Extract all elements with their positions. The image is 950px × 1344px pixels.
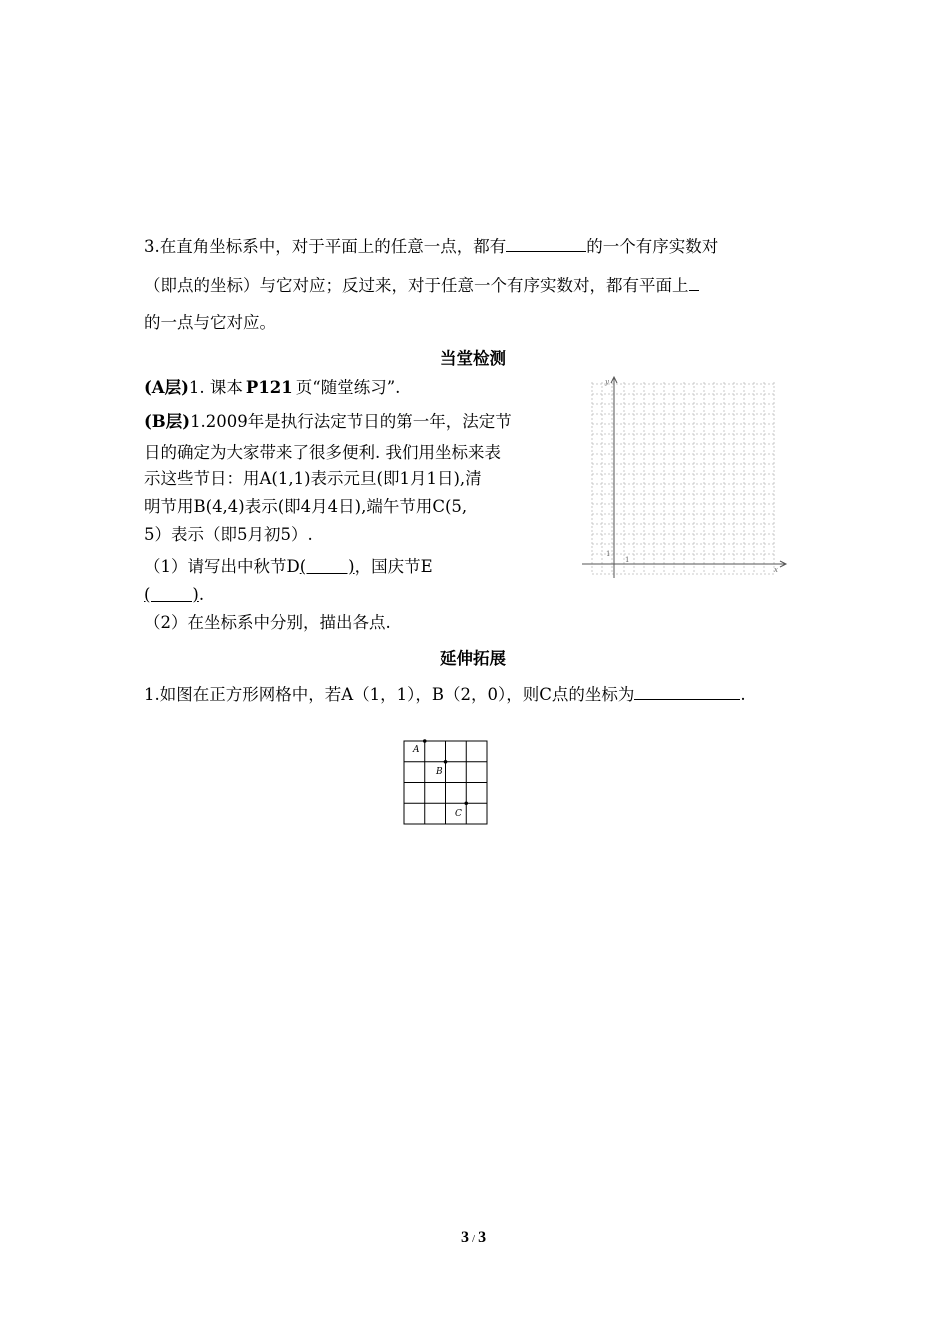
- extend-q1-text: 1.如图在正方形网格中，若A（1，1），B（2，0），则C点的坐标为: [144, 685, 635, 704]
- q3-line3: 的一点与它对应。: [144, 313, 276, 332]
- page-number: [461, 1229, 486, 1247]
- extend-q1: [144, 682, 746, 705]
- a-layer-line: [144, 378, 400, 398]
- sub1-end: .: [198, 585, 205, 604]
- y-axis-label: y: [605, 378, 609, 386]
- national-day-answer-blank[interactable]: ( ): [144, 585, 199, 604]
- unit-label-x: 1: [625, 556, 630, 564]
- a-layer-text-b: 页“随堂练习”.: [295, 378, 401, 397]
- b-layer-line3: 示这些节日：用A(1,1)表示元旦(即1月1日),清: [144, 469, 482, 488]
- a-layer-page-ref: P121: [245, 378, 293, 397]
- section-title-extend: 延伸拓展: [440, 649, 506, 668]
- point-c-answer-blank[interactable]: [634, 682, 740, 700]
- coordinate-grid-figure[interactable]: [578, 372, 793, 582]
- label-c: C: [455, 809, 462, 819]
- q3-line2: [144, 273, 699, 296]
- point-c: [464, 801, 468, 805]
- b-layer-label: (B层): [144, 412, 191, 431]
- q3-blank-1[interactable]: [506, 234, 586, 252]
- unit-label-y: 1: [606, 550, 611, 558]
- q3-line1-a: 3.在直角坐标系中，对于平面上的任意一点，都有: [144, 237, 507, 256]
- b-layer-line1: [144, 412, 512, 432]
- b-layer-line2: 日的确定为大家带来了很多便利. 我们用坐标来表: [144, 443, 501, 462]
- b-layer-line1-text: 1.2009年是执行法定节日的第一年，法定节: [190, 412, 512, 431]
- page-total: 3: [478, 1229, 487, 1246]
- q3-blank-2[interactable]: [689, 273, 699, 291]
- b-layer-sub1-cont: [144, 585, 204, 605]
- sub1-text-a: （1）请写出中秋节D: [144, 557, 300, 576]
- q3-line2-text: （即点的坐标）与它对应；反过来，对于任意一个有序实数对，都有平面上: [144, 276, 689, 295]
- grid-lines: [592, 382, 774, 574]
- a-layer-label: (A层): [144, 378, 189, 397]
- page-current: 3: [461, 1229, 469, 1246]
- label-b: B: [436, 767, 443, 777]
- square-grid-figure: [400, 736, 492, 828]
- sub1-text-b: ，国庆节E: [354, 557, 433, 576]
- b-layer-sub1: [144, 557, 433, 577]
- b-layer-line4: 明节用B(4,4)表示(即4月4日),端午节用C(5,: [144, 497, 468, 516]
- b-layer-line5: 5）表示（即5月初5）.: [144, 525, 313, 544]
- q3-line1: [144, 234, 718, 257]
- section-title-check: 当堂检测: [440, 349, 506, 368]
- label-a: A: [413, 745, 420, 755]
- mid-autumn-answer-blank[interactable]: ( ): [299, 557, 355, 576]
- q3-line1-b: 的一个有序实数对: [586, 237, 719, 256]
- extend-q1-end: .: [740, 685, 746, 704]
- a-layer-text-a: 1. 课本: [188, 378, 243, 397]
- x-axis-label: x: [774, 566, 778, 574]
- point-b: [444, 760, 448, 764]
- point-a: [423, 739, 427, 743]
- b-layer-sub2: （2）在坐标系中分别，描出各点.: [144, 613, 391, 632]
- page-separator: /: [472, 1233, 476, 1245]
